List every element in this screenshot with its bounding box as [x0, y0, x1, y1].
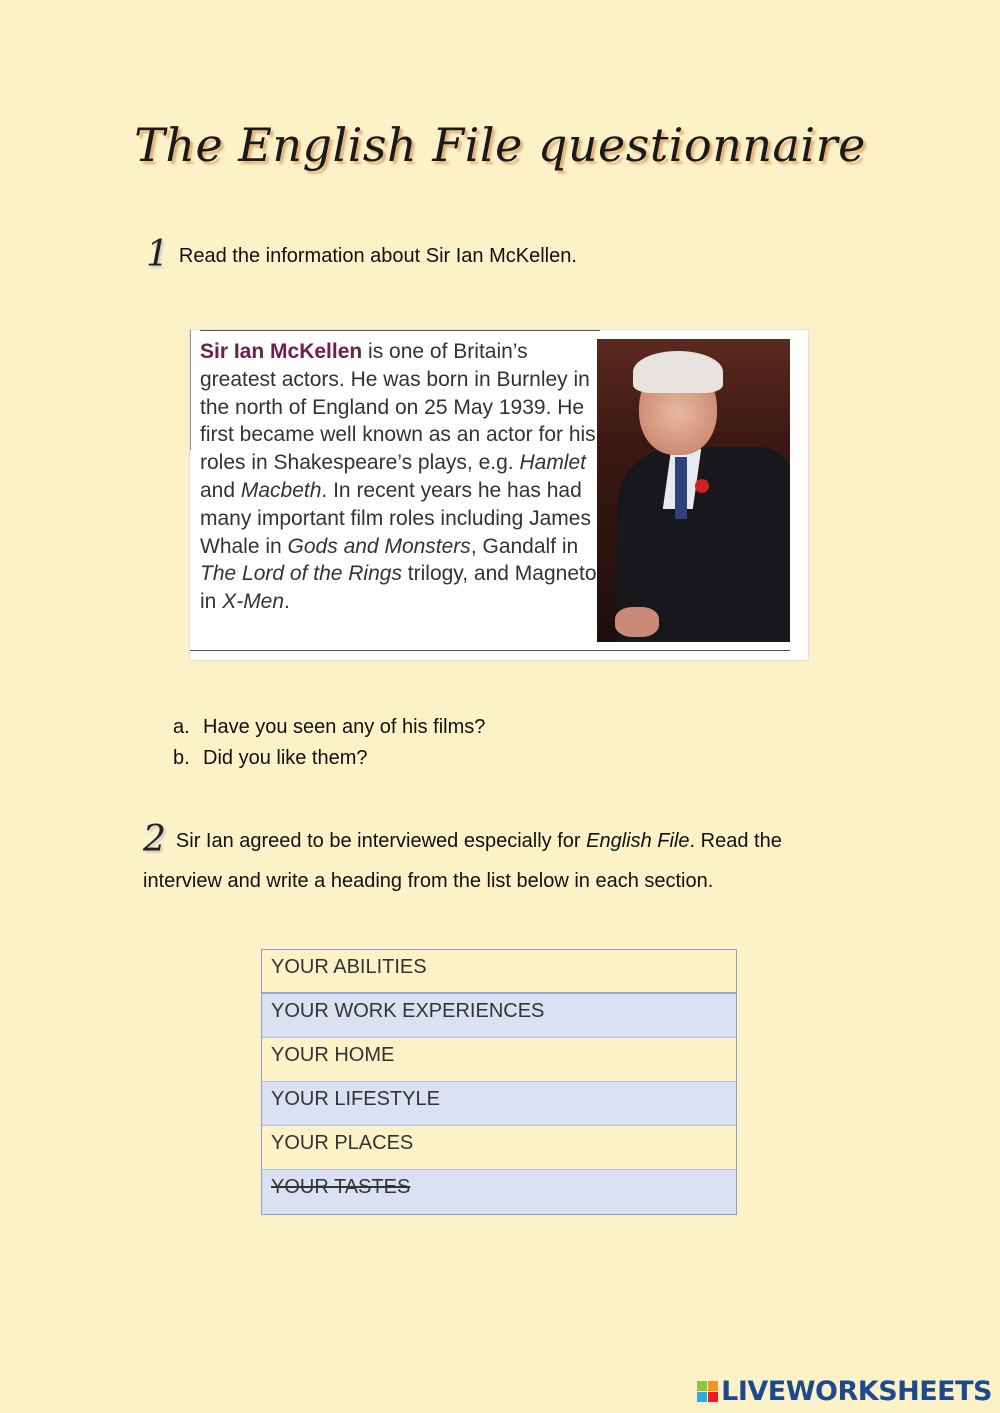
logo-square-icon — [697, 1392, 707, 1402]
section-2-text: . Read the interview and write a heading from the list below in each section. — [143, 830, 782, 892]
table-row — [262, 994, 736, 1038]
section-2-instruction — [143, 820, 863, 901]
bio-segment: is one of Britain’s greatest actors. He was born in Burnley in the north of England on 25 May 1939. He first became well known as an actor for his roles in Shakespeare’s plays, e.g. — [200, 340, 596, 475]
brand-name: LIVEWORKSHEETS — [721, 1376, 992, 1407]
bio-segment: . — [284, 590, 290, 614]
list-item — [173, 743, 485, 774]
card-top-rule — [200, 330, 600, 331]
bio-card — [190, 330, 808, 660]
logo-square-icon — [708, 1381, 718, 1391]
bio-title-macbeth: Macbeth — [240, 478, 322, 502]
section-2-book-title: English File — [586, 830, 690, 852]
logo-square-icon — [708, 1392, 718, 1402]
table-row — [262, 1126, 736, 1170]
logo-grid-icon — [697, 1381, 718, 1402]
bio-segment: , Gandalf in — [470, 534, 579, 558]
heading-text: YOUR LIFESTYLE — [271, 1088, 440, 1110]
bio-segment: . In recent years he has had many important film roles including James Whale in — [200, 478, 591, 558]
heading-text-struck: YOUR TASTES — [271, 1176, 411, 1198]
question-label: b. — [173, 747, 190, 769]
bio-segment: and — [200, 478, 241, 502]
bio-text — [200, 338, 600, 616]
photo-poppy — [695, 479, 709, 493]
heading-text: YOUR WORK EXPERIENCES — [271, 1000, 545, 1022]
photo-tie — [675, 457, 687, 519]
list-item — [173, 712, 485, 743]
logo-square-icon — [697, 1381, 707, 1391]
question-text: Have you seen any of his films? — [203, 716, 486, 738]
bio-title-lord-of-the-rings: The Lord of the Rings — [200, 562, 402, 586]
photo-hair — [633, 351, 723, 393]
question-list — [173, 712, 485, 774]
page-title: The English File questionnaire — [134, 118, 866, 172]
section-1-text: Read the information about Sir Ian McKellen. — [178, 245, 577, 267]
card-left-rule — [190, 330, 191, 450]
question-text: Did you like them? — [203, 747, 368, 769]
table-row — [262, 1170, 736, 1214]
bio-segment: trilogy, and Magneto in — [200, 562, 597, 614]
table-row — [262, 1038, 736, 1082]
bio-title-x-men: X-Men — [222, 590, 285, 614]
bio-title-hamlet: Hamlet — [519, 451, 586, 475]
card-bottom-rule — [190, 650, 790, 651]
heading-text: YOUR HOME — [271, 1044, 395, 1066]
headings-table — [261, 949, 737, 1215]
portrait-photo — [597, 339, 790, 642]
table-row — [262, 1082, 736, 1126]
heading-text: YOUR PLACES — [271, 1132, 414, 1154]
section-2-number: 2 — [143, 819, 166, 860]
section-2-text: Sir Ian agreed to be interviewed especially for — [175, 830, 587, 852]
section-1-number: 1 — [146, 234, 169, 275]
table-row — [262, 950, 736, 994]
liveworksheets-logo[interactable] — [697, 1376, 992, 1407]
bio-name: Sir Ian McKellen — [200, 340, 363, 363]
photo-hand — [615, 607, 659, 637]
section-1-instruction — [146, 234, 577, 275]
heading-text: YOUR ABILITIES — [271, 956, 427, 978]
bio-title-gods-and-monsters: Gods and Monsters — [287, 534, 471, 558]
question-label: a. — [173, 716, 190, 738]
